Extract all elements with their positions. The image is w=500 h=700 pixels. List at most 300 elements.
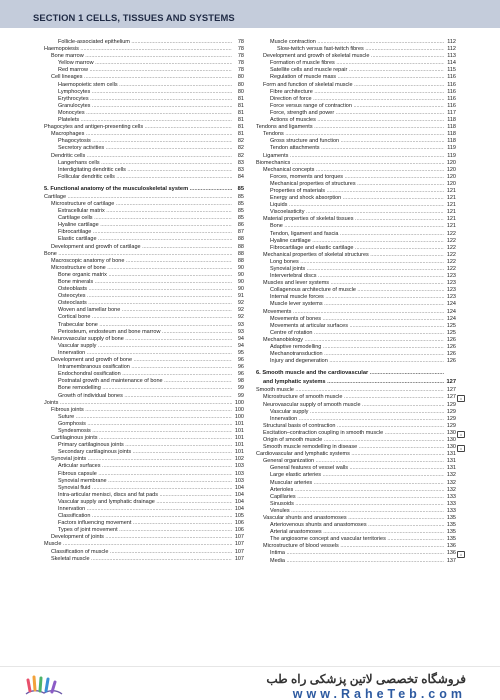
toc-entry-title: Viscoelasticity ..... xyxy=(256,209,444,216)
toc-entry[interactable] xyxy=(256,223,456,230)
toc-entry[interactable] xyxy=(44,117,244,124)
toc-entry[interactable] xyxy=(44,201,244,208)
toc-entry[interactable] xyxy=(44,272,244,279)
toc-entry-title: Mechanical concepts ..... xyxy=(256,167,444,174)
toc-entry-title: Collagenous architecture of muscle ..... xyxy=(256,287,444,294)
toc-page-number: 122 xyxy=(446,251,456,258)
toc-entry[interactable] xyxy=(44,60,244,67)
toc-entry[interactable] xyxy=(44,258,244,265)
toc-entry-title: Fibrocartilage ..... xyxy=(44,229,232,236)
toc-entry[interactable] xyxy=(256,344,456,351)
toc-entry-title: Mechanotransduction ..... xyxy=(256,351,444,358)
toc-page-number: 122 xyxy=(446,237,456,244)
toc-entry[interactable] xyxy=(256,53,456,60)
toc-entry-title: Media ..... xyxy=(256,558,444,565)
toc-entry[interactable] xyxy=(256,416,456,423)
toc-page-number: 88 xyxy=(237,243,244,250)
toc-entry[interactable] xyxy=(44,485,244,492)
toc-entry-title: Intima ..... xyxy=(256,550,444,557)
toc-page-number: 85 xyxy=(237,193,244,200)
toc-entry-title: Classification of muscle ..... xyxy=(44,549,232,556)
toc-entry[interactable] xyxy=(256,103,456,110)
toc-entry[interactable] xyxy=(256,124,456,131)
toc-entry[interactable] xyxy=(256,89,456,96)
toc-entry[interactable] xyxy=(256,266,456,273)
toc-entry[interactable] xyxy=(256,195,456,202)
toc-entry[interactable] xyxy=(256,330,456,337)
toc-entry-title: Development of joints ..... xyxy=(44,534,232,541)
toc-entry-title: Vascular shunts and anastomoses ..... xyxy=(256,515,444,522)
toc-entry[interactable] xyxy=(44,222,244,229)
toc-page-number: 101 xyxy=(234,427,244,434)
toc-entry-title: Synovial joints ..... xyxy=(256,266,444,273)
toc-page-number: 81 xyxy=(237,109,244,116)
toc-entry[interactable] xyxy=(44,527,244,534)
toc-page-number: 121 xyxy=(446,187,456,194)
toc-page-number: 78 xyxy=(237,46,244,53)
toc-entry-title: Properties of materials ..... xyxy=(256,188,444,195)
toc-page-number: 125 xyxy=(446,329,456,336)
toc-entry-title: Granulocytes ..... xyxy=(44,103,232,110)
toc-page-number: 100 xyxy=(234,399,244,406)
toc-entry[interactable] xyxy=(256,394,463,402)
toc-entry[interactable] xyxy=(44,449,244,456)
toc-page-number: 136 xyxy=(446,550,456,557)
toc-entry[interactable] xyxy=(44,556,244,563)
toc-page-number: 120 xyxy=(446,159,456,166)
toc-entry[interactable] xyxy=(44,407,244,414)
online-content-icon: ⌂ xyxy=(457,445,465,452)
toc-entry[interactable] xyxy=(44,103,244,110)
toc-entry[interactable] xyxy=(256,188,456,195)
toc-entry[interactable] xyxy=(44,46,244,53)
toc-page-number: 78 xyxy=(237,67,244,74)
toc-entry[interactable] xyxy=(256,138,456,145)
toc-entry-title: Liquids ..... xyxy=(256,202,444,209)
toc-entry-title: Macrophages ..... xyxy=(44,131,232,138)
toc-entry[interactable] xyxy=(256,437,456,444)
toc-entry[interactable] xyxy=(44,343,244,350)
toc-entry[interactable] xyxy=(44,160,244,167)
toc-entry[interactable] xyxy=(256,351,456,358)
toc-page-number: 87 xyxy=(237,229,244,236)
toc-entry-title: Cardiovascular and lymphatic systems ..... xyxy=(256,451,444,458)
toc-page-number: 112 xyxy=(447,39,456,45)
toc-entry[interactable] xyxy=(256,409,456,416)
toc-entry[interactable] xyxy=(44,421,244,428)
toc-page-number: 98 xyxy=(237,378,244,385)
toc-page-number: 94 xyxy=(237,335,244,342)
toc-entry[interactable] xyxy=(256,515,456,522)
toc-entry[interactable] xyxy=(44,74,244,81)
toc-entry-title: Arterioles ..... xyxy=(256,487,444,494)
toc-entry[interactable] xyxy=(44,174,244,181)
toc-page-number: 133 xyxy=(446,507,456,514)
toc-entry[interactable] xyxy=(256,487,456,494)
toc-entry[interactable] xyxy=(44,463,244,470)
toc-entry[interactable] xyxy=(256,145,456,152)
toc-page-number: 80 xyxy=(237,74,244,81)
toc-entry[interactable] xyxy=(256,259,456,266)
toc-entry[interactable] xyxy=(256,501,456,508)
toc-page-number: 107 xyxy=(234,555,244,562)
toc-entry[interactable] xyxy=(44,89,244,96)
toc-entry[interactable] xyxy=(44,194,244,201)
toc-page-number: 118 xyxy=(447,138,456,145)
toc-entry[interactable] xyxy=(44,322,244,329)
toc-entry-title: Innervation ..... xyxy=(44,506,232,513)
toc-entry[interactable] xyxy=(44,336,244,343)
section-header-bar xyxy=(0,0,500,28)
toc-entry-title: 5. Functional anatomy of the musculoskeletal system ..... xyxy=(44,185,232,194)
toc-entry[interactable] xyxy=(44,414,244,421)
toc-entry-title: Bone ..... xyxy=(44,251,232,258)
toc-page-number: 129 xyxy=(446,408,456,415)
toc-entry[interactable] xyxy=(44,153,244,160)
table-of-contents xyxy=(34,33,480,666)
toc-page-number: 96 xyxy=(237,357,244,364)
toc-entry[interactable] xyxy=(44,229,244,236)
bookstore-logo-icon xyxy=(24,674,64,700)
toc-entry-title: Endochondral ossification ..... xyxy=(44,371,232,378)
toc-entry[interactable] xyxy=(256,117,456,124)
toc-entry-title: Fibre architecture ..... xyxy=(256,89,444,96)
toc-page-number: 83 xyxy=(237,166,244,173)
toc-entry[interactable] xyxy=(256,429,463,437)
toc-entry[interactable] xyxy=(256,174,456,181)
toc-page-number: 121 xyxy=(446,202,456,209)
toc-page-number: 132 xyxy=(446,486,456,493)
toc-entry-title: Vascular supply ..... xyxy=(44,343,232,350)
toc-entry-title: Bone organic matrix ..... xyxy=(44,272,232,279)
toc-page-number: 90 xyxy=(237,271,244,278)
toc-entry-title: Extracellular matrix ..... xyxy=(44,208,232,215)
toc-entry-title: Articular surfaces ..... xyxy=(44,463,232,470)
toc-chapter-heading[interactable] xyxy=(256,369,456,378)
toc-entry-title: Arterial anastomoses ..... xyxy=(256,529,444,536)
toc-entry-title: Regulation of muscle mass ..... xyxy=(256,74,444,81)
toc-entry-title: Smooth muscle ..... xyxy=(256,387,444,394)
toc-entry[interactable] xyxy=(44,329,244,336)
toc-entry[interactable] xyxy=(256,358,456,365)
toc-entry-title: Gross structure and function ..... xyxy=(256,138,444,145)
toc-entry[interactable] xyxy=(44,385,244,392)
toc-entry[interactable] xyxy=(44,499,244,506)
toc-entry[interactable] xyxy=(256,245,456,252)
toc-page-number: 101 xyxy=(234,449,244,456)
toc-entry[interactable] xyxy=(44,371,244,378)
toc-entry[interactable] xyxy=(256,402,456,409)
toc-entry[interactable] xyxy=(44,393,244,400)
toc-entry-title: Synovial fluid ..... xyxy=(44,485,232,492)
toc-entry[interactable] xyxy=(44,435,244,442)
toc-entry[interactable] xyxy=(44,279,244,286)
toc-entry-title: Material properties of skeletal tissues ..... xyxy=(256,216,444,223)
toc-chapter-heading[interactable] xyxy=(44,185,244,194)
toc-entry[interactable] xyxy=(44,293,244,300)
toc-entry[interactable] xyxy=(44,350,244,357)
toc-page-number: 126 xyxy=(446,358,456,365)
toc-page-number: 94 xyxy=(237,342,244,349)
toc-entry[interactable] xyxy=(256,82,456,89)
toc-entry-title: Haemopoietic stem cells ..... xyxy=(44,82,232,89)
toc-page-number: 133 xyxy=(446,493,456,500)
toc-entry[interactable] xyxy=(256,543,456,550)
toc-entry[interactable] xyxy=(44,314,244,321)
toc-entry-title: Suture ..... xyxy=(44,414,232,421)
toc-entry[interactable] xyxy=(44,236,244,243)
toc-entry[interactable] xyxy=(44,265,244,272)
toc-page-number: 117 xyxy=(447,109,456,116)
toc-page-number: 81 xyxy=(237,124,244,131)
toc-page-number: 126 xyxy=(446,344,456,351)
toc-entry-title: Mechanical properties of structures ..... xyxy=(256,181,444,188)
toc-entry[interactable] xyxy=(256,181,456,188)
toc-entry-title: Erythrocytes ..... xyxy=(44,96,232,103)
toc-entry[interactable] xyxy=(256,96,456,103)
toc-page-number: 123 xyxy=(446,287,456,294)
toc-entry[interactable] xyxy=(256,39,456,46)
toc-entry[interactable] xyxy=(44,478,244,485)
toc-entry[interactable] xyxy=(256,238,456,245)
toc-entry-title: Langerhans cells ..... xyxy=(44,160,232,167)
toc-entry[interactable] xyxy=(44,456,244,463)
toc-entry-title: Tendon, ligament and fascia ..... xyxy=(256,231,444,238)
toc-page-number: 105 xyxy=(234,513,244,520)
toc-page-number: 116 xyxy=(447,74,456,81)
toc-entry[interactable] xyxy=(256,60,456,67)
toc-entry[interactable] xyxy=(256,558,456,565)
toc-entry[interactable] xyxy=(44,244,244,251)
toc-entry[interactable] xyxy=(44,167,244,174)
toc-page-number: 137 xyxy=(446,557,456,564)
toc-entry[interactable] xyxy=(256,252,456,259)
toc-page-number: 135 xyxy=(446,536,456,543)
toc-entry[interactable] xyxy=(256,231,456,238)
toc-right-column xyxy=(256,39,463,565)
toc-page-number: 122 xyxy=(446,258,456,265)
toc-entry-title: Form and function of skeletal muscle ..... xyxy=(256,82,444,89)
toc-entry[interactable] xyxy=(44,534,244,541)
toc-entry[interactable] xyxy=(44,471,244,478)
toc-page-number: 92 xyxy=(237,300,244,307)
toc-page-number: 104 xyxy=(234,484,244,491)
toc-entry-title: Osteoblasts ..... xyxy=(44,286,232,293)
toc-entry[interactable] xyxy=(256,444,463,452)
toc-entry-title: Classification ..... xyxy=(44,513,232,520)
toc-entry[interactable] xyxy=(44,39,244,46)
toc-page-number: 85 xyxy=(237,208,244,215)
toc-entry[interactable] xyxy=(256,209,456,216)
toc-entry-title: Microstructure of smooth muscle ..... xyxy=(256,394,444,401)
toc-entry-title: Fibrous capsule ..... xyxy=(44,471,232,478)
toc-entry[interactable] xyxy=(44,492,244,499)
toc-entry[interactable] xyxy=(256,46,456,53)
toc-entry[interactable] xyxy=(44,138,244,145)
toc-page-number: 86 xyxy=(237,222,244,229)
toc-entry-title: Muscle contraction ..... xyxy=(256,39,444,46)
toc-page-number: 106 xyxy=(234,527,244,534)
toc-entry[interactable] xyxy=(256,110,456,117)
toc-left-column xyxy=(44,39,244,563)
toc-page-number: 80 xyxy=(237,88,244,95)
toc-entry[interactable] xyxy=(256,153,456,160)
toc-page-number: 116 xyxy=(447,95,456,102)
toc-entry[interactable] xyxy=(44,520,244,527)
bookstore-website[interactable]: www.RaheTeb.com xyxy=(292,687,466,700)
toc-entry[interactable] xyxy=(256,67,456,74)
toc-entry[interactable] xyxy=(256,160,456,167)
toc-entry-title: 6. Smooth muscle and the cardiovascular ..... xyxy=(256,369,444,378)
toc-entry-title: Sinusoids ..... xyxy=(256,501,444,508)
toc-entry[interactable] xyxy=(44,400,244,407)
toc-entry[interactable] xyxy=(256,131,456,138)
toc-entry[interactable] xyxy=(44,357,244,364)
toc-entry-title: Secondary cartilaginous joints ..... xyxy=(44,449,232,456)
toc-entry[interactable] xyxy=(256,74,456,81)
toc-entry[interactable] xyxy=(44,541,244,548)
toc-entry[interactable] xyxy=(44,251,244,258)
toc-entry[interactable] xyxy=(256,550,463,558)
toc-entry[interactable] xyxy=(256,273,456,280)
toc-entry[interactable] xyxy=(256,387,456,394)
toc-entry[interactable] xyxy=(256,337,456,344)
toc-entry-title: Fibrocartilage and elastic cartilage ..... xyxy=(256,245,444,252)
toc-page-number: 116 xyxy=(447,81,456,88)
toc-entry-title: Tendons ..... xyxy=(256,131,444,138)
toc-entry[interactable] xyxy=(256,536,456,543)
toc-page-number: 95 xyxy=(237,349,244,356)
toc-entry[interactable] xyxy=(44,67,244,74)
toc-entry[interactable] xyxy=(44,124,244,131)
toc-entry[interactable] xyxy=(44,428,244,435)
toc-page-number: 82 xyxy=(237,152,244,159)
toc-entry-title: Phagocytes and antigen-presenting cells ..... xyxy=(44,124,232,131)
toc-page-number: 124 xyxy=(446,301,456,308)
toc-page-number: 101 xyxy=(234,420,244,427)
toc-page-number: 114 xyxy=(447,60,456,67)
toc-page-number: 93 xyxy=(237,321,244,328)
toc-entry[interactable] xyxy=(256,494,456,501)
toc-page-number: 81 xyxy=(237,95,244,102)
toc-entry[interactable] xyxy=(256,316,456,323)
toc-entry[interactable] xyxy=(256,202,456,209)
toc-page-number: 129 xyxy=(446,422,456,429)
toc-entry[interactable] xyxy=(256,465,456,472)
toc-entry-title: Trabecular bone ..... xyxy=(44,322,232,329)
toc-entry-title: Movements at articular surfaces ..... xyxy=(256,323,444,330)
toc-page-number: 90 xyxy=(237,279,244,285)
online-content-icon: ⌂ xyxy=(457,395,465,402)
toc-page-number: 99 xyxy=(237,392,244,399)
toc-entry[interactable] xyxy=(44,145,244,152)
toc-entry[interactable] xyxy=(44,286,244,293)
toc-entry[interactable] xyxy=(44,96,244,103)
toc-entry-title: Injury and degeneration ..... xyxy=(256,358,444,365)
toc-entry[interactable] xyxy=(44,53,244,60)
toc-entry[interactable] xyxy=(256,323,456,330)
toc-entry[interactable] xyxy=(256,287,456,294)
toc-entry-title: Intramembranous ossification ..... xyxy=(44,364,232,371)
toc-entry-title: Satellite cells and muscle repair ..... xyxy=(256,67,444,74)
toc-entry-title: Platelets ..... xyxy=(44,117,232,124)
toc-page-number: 103 xyxy=(234,463,244,470)
toc-entry-title: Factors influencing movement ..... xyxy=(44,520,232,527)
toc-entry[interactable] xyxy=(256,167,456,174)
toc-entry[interactable] xyxy=(44,506,244,513)
toc-chapter-heading[interactable] xyxy=(256,378,456,387)
toc-entry[interactable] xyxy=(256,451,456,458)
toc-page-number: 131 xyxy=(446,458,456,465)
toc-page-number: 92 xyxy=(237,307,244,314)
toc-entry-title: Bone marrow ..... xyxy=(44,53,232,60)
toc-page-number: 85 xyxy=(237,215,244,222)
toc-entry[interactable] xyxy=(44,513,244,520)
toc-entry-title: Intervertebral discs ..... xyxy=(256,273,444,280)
toc-page-number: 120 xyxy=(446,180,456,187)
toc-entry[interactable] xyxy=(256,522,456,529)
toc-entry-title: Innervation ..... xyxy=(44,350,232,357)
toc-page-number: 127 xyxy=(446,394,456,401)
toc-entry-title: Types of joint movement ..... xyxy=(44,527,232,534)
toc-entry-title: Capillaries ..... xyxy=(256,494,444,501)
toc-page-number: 113 xyxy=(447,53,456,60)
toc-entry[interactable] xyxy=(44,131,244,138)
toc-entry-title: Bone ..... xyxy=(256,223,444,230)
toc-page-number: 107 xyxy=(234,534,244,541)
toc-entry[interactable] xyxy=(44,442,244,449)
toc-page-number: 112 xyxy=(447,46,456,53)
toc-entry-title: Development and growth of bone ..... xyxy=(44,357,232,364)
toc-entry[interactable] xyxy=(256,480,456,487)
toc-entry[interactable] xyxy=(44,82,244,89)
toc-entry-title: Haemopoiesis ..... xyxy=(44,46,232,53)
toc-entry[interactable] xyxy=(44,110,244,117)
toc-page-number: 123 xyxy=(446,294,456,301)
toc-entry[interactable] xyxy=(44,300,244,307)
toc-entry[interactable] xyxy=(256,508,456,515)
toc-entry-title: Intra-articular menisci, discs and fat pads ..... xyxy=(44,492,232,499)
toc-page-number: 136 xyxy=(446,543,456,550)
toc-entry[interactable] xyxy=(256,309,456,316)
toc-page-number: 118 xyxy=(447,124,456,131)
toc-entry[interactable] xyxy=(256,458,456,465)
toc-entry[interactable] xyxy=(44,215,244,222)
toc-entry-title: Large elastic arteries ..... xyxy=(256,472,444,479)
toc-entry-title: Dendritic cells ..... xyxy=(44,153,232,160)
toc-entry[interactable] xyxy=(256,472,456,479)
toc-page-number: 121 xyxy=(446,223,456,230)
toc-entry[interactable] xyxy=(256,301,456,308)
toc-page-number: 124 xyxy=(446,308,456,315)
toc-entry[interactable] xyxy=(256,216,456,223)
toc-entry-title: Follicular dendritic cells ..... xyxy=(44,174,232,181)
toc-entry[interactable] xyxy=(44,378,244,385)
toc-entry[interactable] xyxy=(44,208,244,215)
toc-page-number: 120 xyxy=(446,173,456,180)
toc-entry[interactable] xyxy=(256,423,456,430)
toc-entry[interactable] xyxy=(44,549,244,556)
toc-entry[interactable] xyxy=(44,307,244,314)
toc-entry[interactable] xyxy=(256,529,456,536)
toc-entry-title: Osteocytes ..... xyxy=(44,293,232,300)
toc-page-number: 104 xyxy=(234,491,244,498)
bookstore-name-persian: فروشگاه تخصصی لاتین پزشکی راه طب xyxy=(266,672,466,686)
toc-entry[interactable] xyxy=(256,280,456,287)
toc-entry[interactable] xyxy=(44,364,244,371)
toc-entry-title: Muscular arteries ..... xyxy=(256,480,444,487)
toc-entry[interactable] xyxy=(256,294,456,301)
